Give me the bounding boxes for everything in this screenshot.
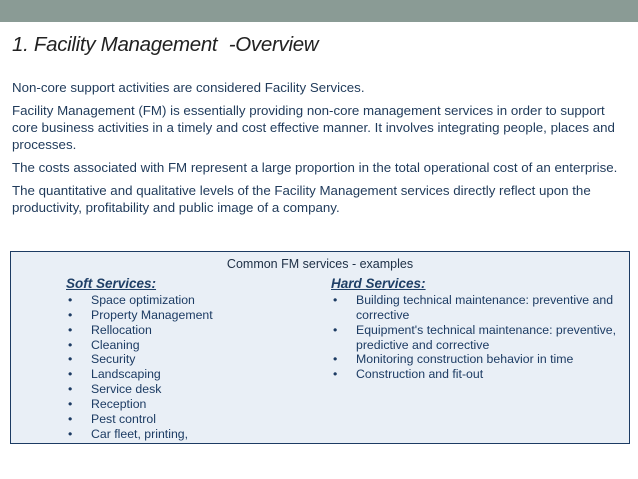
soft-services-column (66, 276, 316, 441)
bullet-icon: • (68, 411, 73, 426)
list-item: • Car fleet, printing, (68, 426, 189, 441)
list-item: • Landscaping (68, 367, 161, 382)
bullet-icon: • (68, 396, 73, 411)
bullet-icon: • (68, 322, 73, 337)
bullet-icon: • (333, 352, 338, 367)
paragraph: Facility Management (FM) is essentially providing non-core management services in order to support core business activities in a timely and cost effective manner. It involves integrating people, places and processes. (12, 103, 615, 152)
list-item: • Pest control (68, 411, 156, 426)
list-item: • Property Management (68, 307, 213, 322)
list-item: • Building technical maintenance: preventive and corrective (333, 293, 614, 322)
slide-title-dash: - (228, 33, 236, 56)
list-item: • Service desk (68, 382, 162, 397)
hard-services-heading: Hard Services: (331, 276, 426, 291)
list-item: • Equipment's technical maintenance: preventive, predictive and corrective (333, 322, 617, 352)
slide-title (12, 33, 318, 57)
list-item: • Reception (68, 396, 147, 411)
body-text (12, 79, 624, 222)
slide-title-sub: Overview (235, 33, 319, 56)
list-item: • Rellocation (68, 322, 152, 337)
hard-services-column (331, 276, 621, 382)
bullet-icon: • (333, 293, 338, 307)
bullet-icon: • (68, 382, 73, 397)
list-item: • Cleaning (68, 337, 140, 352)
soft-services-heading: Soft Services: (66, 276, 157, 291)
bullet-icon: • (68, 426, 73, 441)
paragraph: The costs associated with FM represent a large proportion in the total operational cost of an enterprise. (12, 160, 618, 175)
list-item: • Space optimization (68, 293, 195, 307)
bullet-icon: • (68, 367, 73, 382)
list-item: • Security (68, 352, 136, 367)
bullet-icon: • (68, 352, 73, 367)
slide-title-main: 1. Facility Management (12, 33, 218, 56)
list-item: • Construction and fit-out (333, 367, 484, 382)
paragraph: Non-core support activities are considered Facility Services. (12, 80, 365, 95)
services-box (10, 251, 630, 444)
top-accent-bar (0, 0, 638, 22)
services-box-title: Common FM services - examples (226, 257, 414, 271)
paragraph: The quantitative and qualitative levels of the Facility Management services directly reflect upon the productivity, profitability and public image of a company. (12, 183, 591, 215)
bullet-icon: • (333, 367, 338, 382)
soft-services-list (66, 293, 316, 441)
bullet-icon: • (68, 337, 73, 352)
bullet-icon: • (68, 293, 73, 307)
list-item: • Monitoring construction behavior in time (333, 352, 574, 367)
bullet-icon: • (68, 307, 73, 322)
hard-services-list (331, 293, 621, 382)
bullet-icon: • (333, 322, 338, 337)
